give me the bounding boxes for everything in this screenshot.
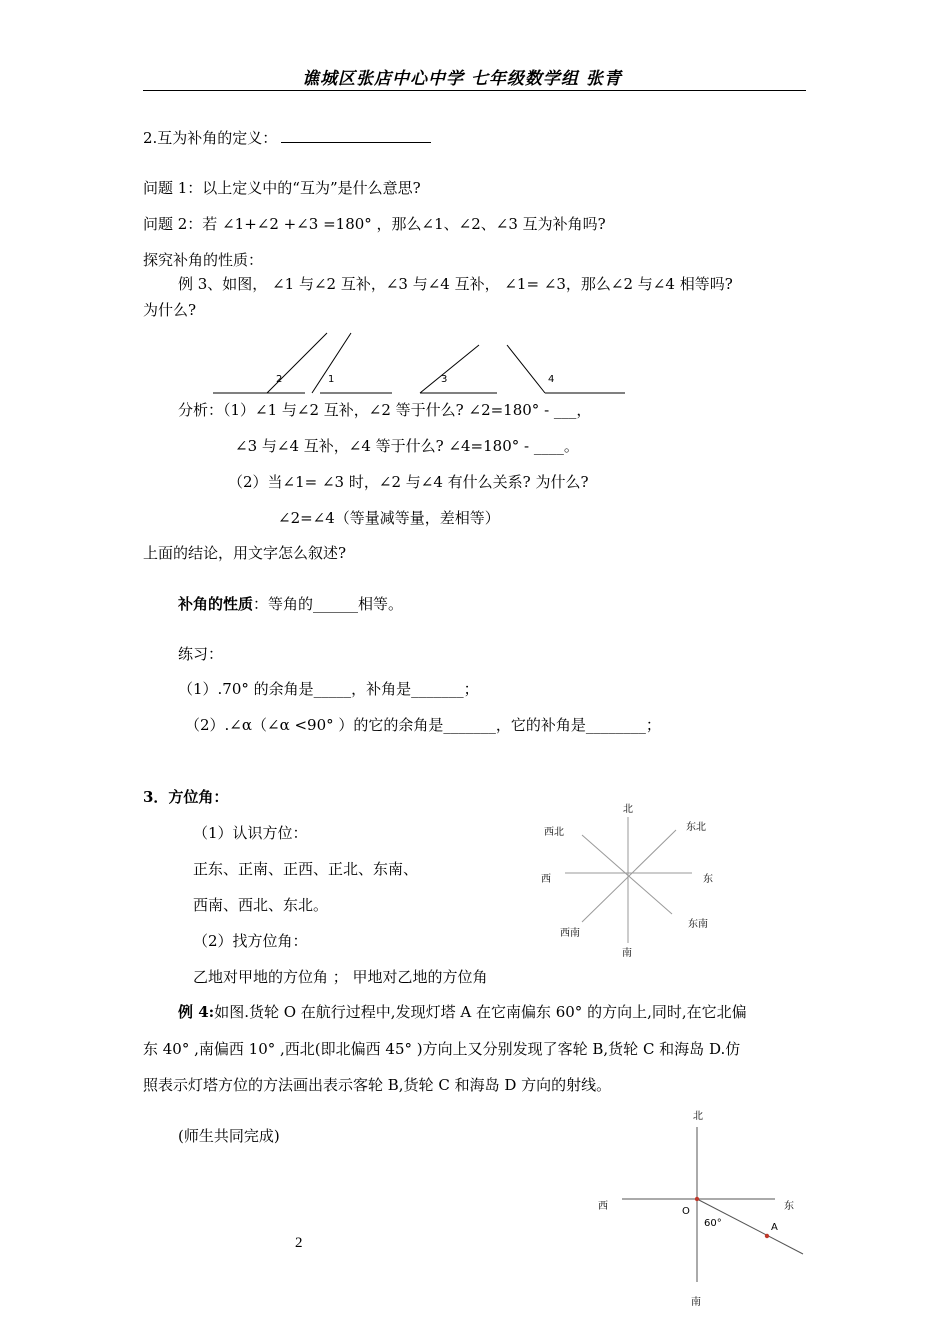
property-label: 补角的性质 (178, 595, 254, 613)
analysis-line-4: ∠2=∠4（等量减等量，差相等） (278, 509, 500, 527)
property-text: ：等角的______相等。 (253, 595, 404, 613)
subsection-2: （2）找方位角： (193, 932, 308, 950)
angle-4-label: 4 (548, 374, 555, 385)
analysis-line-3: （2）当∠1= ∠3 时，∠2 与∠4 有什么关系? 为什么? (228, 473, 589, 491)
point-a-label: A (771, 1222, 778, 1233)
practice-1: （1）.70° 的余角是_____，补角是_______； (178, 680, 479, 698)
teacher-student-note: (师生共同完成) (178, 1127, 280, 1145)
analysis-line-2: ∠3 与∠4 互补，∠4 等于什么? ∠4=180° - ____。 (235, 437, 579, 455)
question-1: 问题 1：以上定义中的“互为”是什么意思? (143, 179, 421, 197)
analysis-line-1: 分析：（1）∠1 与∠2 互补，∠2 等于什么? ∠2=180° - ___， (178, 401, 592, 419)
question-2: 问题 2：若 ∠1+∠2 +∠3 =180° ，那么∠1、∠2、∠3 互为补角吗? (143, 215, 606, 233)
practice-heading: 练习： (178, 645, 224, 663)
point-a (765, 1234, 769, 1238)
point-o (695, 1197, 699, 1201)
conclusion-question: 上面的结论，用文字怎么叙述? (143, 544, 347, 562)
compass-north: 北 (623, 804, 633, 815)
example-4-line-2: 东 40° ,南偏西 10° ,西北(即北偏西 45° )方向上又分别发现了客轮 B,货轮 C 和海岛 D.仿 (143, 1040, 741, 1058)
example-4-text-1: 如图.货轮 O 在航行过程中,发现灯塔 A 在它南偏东 60° 的方向上,同时,在它北偏 (214, 1003, 747, 1021)
section-3-title: 3．方位角： (143, 788, 229, 806)
example-3-line-1: 例 3、如图， ∠1 与∠2 互补，∠3 与∠4 互补， ∠1= ∠3，那么∠2 与∠4 相等吗? (178, 275, 733, 293)
compass-south: 南 (622, 948, 632, 959)
bearing-prompt: 乙地对甲地的方位角 ； 甲地对乙地的方位角 (193, 968, 488, 986)
practice-2: （2）.∠α（∠α <90° ）的它的余角是_______，它的补角是________； (185, 716, 661, 734)
angle-2-label: 2 (276, 374, 283, 385)
directions-line-2: 西南、西北、东北。 (193, 896, 329, 914)
point-o-label: O (682, 1206, 690, 1217)
example-4-label: 例 4: (178, 1003, 215, 1021)
directions-line-1: 正东、正南、正西、正北、东南、 (193, 860, 419, 878)
compass-northwest: 西北 (544, 827, 564, 838)
bearing-north-label: 北 (693, 1111, 703, 1122)
explore-heading: 探究补角的性质： (143, 251, 264, 269)
compass-southwest: 西南 (560, 928, 580, 939)
page-header: 谯城区张店中心中学 七年级数学组 张青 (302, 69, 622, 89)
bearing-west-label: 西 (598, 1201, 608, 1212)
subsection-1: （1）认识方位： (193, 824, 308, 842)
angle-1-label: 1 (328, 374, 335, 385)
angle-60-label: 60° (704, 1218, 722, 1229)
compass-southeast: 东南 (688, 919, 708, 930)
example-4-line-3: 照表示灯塔方位的方法画出表示客轮 B,货轮 C 和海岛 D 方向的射线。 (143, 1076, 612, 1094)
bearing-east-label: 东 (784, 1201, 794, 1212)
compass-northeast: 东北 (686, 822, 706, 833)
page-number: 2 (295, 1235, 303, 1251)
definition-label: 2.互为补角的定义： (143, 129, 278, 147)
compass-east: 东 (703, 874, 713, 885)
example-3-line-2: 为什么? (143, 301, 197, 319)
bearing-south-label: 南 (691, 1297, 701, 1308)
angle-3-label: 3 (441, 374, 448, 385)
compass-west: 西 (541, 874, 551, 885)
